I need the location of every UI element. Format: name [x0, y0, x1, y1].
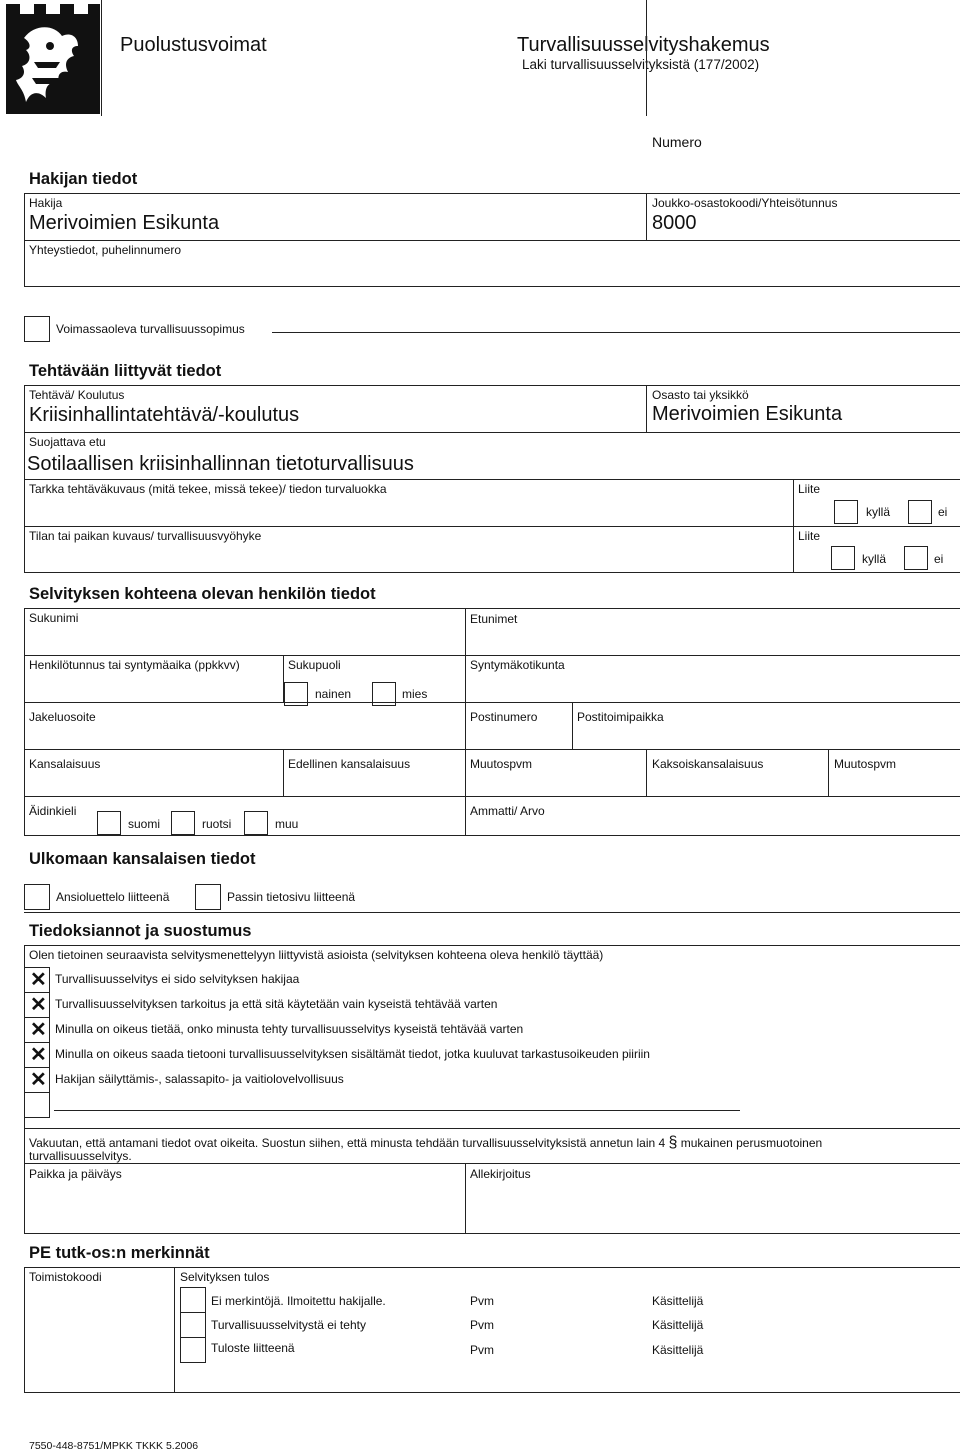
lion-emblem-icon: [4, 2, 102, 116]
task-value[interactable]: Kriisinhallintatehtävä/-koulutus: [29, 404, 300, 426]
cv-checkbox[interactable]: [24, 884, 50, 910]
section-sign-icon: §: [668, 1134, 678, 1151]
rule: [24, 193, 960, 194]
rule: [283, 749, 284, 796]
place-yes-checkbox[interactable]: [831, 546, 855, 570]
unit-label: Osasto tai yksikkö: [652, 388, 749, 402]
rule: [24, 1267, 960, 1268]
result-checkbox-1[interactable]: [180, 1287, 206, 1313]
form-subtitle: Laki turvallisuusselvityksistä (177/2002): [522, 57, 760, 72]
rule: [24, 749, 960, 750]
rule: [24, 608, 25, 836]
check-mark-icon: ✕: [30, 1044, 47, 1066]
surname-label: Sukunimi: [29, 611, 79, 625]
task-heading: Tehtävään liittyvät tiedot: [29, 362, 222, 380]
check-mark-icon: ✕: [30, 969, 47, 991]
footer-code: 7550-448-8751/MPKK TKKK 5.2006: [29, 1440, 199, 1452]
rule: [24, 1233, 960, 1234]
form-title: Turvallisuusselvityshakemus: [517, 34, 770, 56]
rule: [24, 608, 960, 609]
header-divider: [101, 0, 102, 116]
result-option-1: Ei merkintöjä. Ilmoitettu hakijalle.: [211, 1294, 386, 1308]
finnish-checkbox[interactable]: [97, 811, 121, 835]
rule: [24, 1163, 960, 1164]
rule: [646, 193, 647, 240]
handler-label-1: Käsittelijä: [652, 1294, 704, 1308]
mother-tongue-label: Äidinkieli: [29, 804, 77, 818]
pvm-label-1: Pvm: [470, 1294, 494, 1308]
consent-heading: Tiedoksiannot ja suostumus: [29, 922, 252, 940]
consent-item-4: Minulla on oikeus saada tietooni turvallisuusselvityksen sisältämät tiedot, jotka kuuluvat tarkastusoikeuden piiriin: [55, 1047, 650, 1061]
applicant-heading: Hakijan tiedot: [29, 170, 138, 188]
numero-label: Numero: [652, 134, 702, 150]
check-mark-icon: ✕: [30, 1069, 47, 1091]
rule: [24, 945, 960, 946]
rule: [174, 1267, 175, 1393]
consent-intro: Olen tietoinen seuraavista selvitysmenettelyyn liittyvistä asioista (selvityksen kohteena oleva henkilö täyttää): [29, 948, 604, 962]
rule: [24, 835, 960, 836]
post-office-label: Postitoimipaikka: [577, 710, 664, 724]
rule: [272, 332, 960, 333]
profession-label: Ammatti/ Arvo: [470, 804, 545, 818]
passport-checkbox[interactable]: [195, 884, 221, 910]
birth-municipality-label: Syntymäkotikunta: [470, 658, 565, 672]
declaration-text: Vakuutan, että antamani tiedot ovat oikeita. Suostun siihen, että minusta tehdään turvallisuusselvityksistä annetun lain 4: [29, 1136, 666, 1150]
ssn-label: Henkilötunnus tai syntymäaika (ppkkvv): [29, 658, 240, 672]
rule: [24, 479, 960, 480]
rule: [646, 385, 647, 432]
place-no-checkbox[interactable]: [904, 546, 928, 570]
task-label: Tehtävä/ Koulutus: [29, 388, 125, 402]
check-mark-icon: ✕: [30, 994, 47, 1016]
consent-other-line[interactable]: [54, 1110, 740, 1111]
result-checkbox-3[interactable]: [180, 1337, 206, 1363]
pvm-label-3: Pvm: [470, 1343, 494, 1357]
contract-label: Voimassaoleva turvallisuussopimus: [56, 322, 245, 336]
rule: [24, 912, 960, 913]
rule: [24, 1267, 25, 1393]
numero-divider: [646, 0, 647, 116]
contact-label: Yhteystiedot, puhelinnumero: [29, 243, 182, 257]
consent-item-3: Minulla on oikeus tietää, onko minusta tehty turvallisuusselvitys kyseistä tehtävää varten: [55, 1022, 524, 1036]
foreign-heading: Ulkomaan kansalaisen tiedot: [29, 850, 256, 868]
address-label: Jakeluosoite: [29, 710, 96, 724]
consent-item-5: Hakijan säilyttämis-, salassapito- ja vaitiolovelvollisuus: [55, 1072, 344, 1086]
consent-item-2: Turvallisuusselvityksen tarkoitus ja että sitä käytetään vain kyseistä tehtävää varten: [55, 997, 498, 1011]
rule: [24, 526, 960, 527]
rule: [24, 702, 960, 703]
result-checkbox-2[interactable]: [180, 1312, 206, 1338]
declaration-line-2: turvallisuusselvitys.: [29, 1149, 132, 1163]
declaration-text-b: mukainen perusmuotoinen: [680, 1136, 823, 1150]
rule: [24, 385, 960, 386]
consent-item-1: Turvallisuusselvitys ei sido selvityksen hakijaa: [55, 972, 300, 986]
rule: [465, 1163, 466, 1234]
desc-no-label: ei: [938, 505, 948, 519]
check-mark-icon: ✕: [30, 1019, 47, 1041]
result-option-2: Turvallisuusselvitystä ei tehty: [211, 1318, 366, 1332]
desc-no-checkbox[interactable]: [908, 500, 932, 524]
rule: [24, 1392, 960, 1393]
code-value[interactable]: 8000: [652, 212, 697, 234]
liite-label-2: Liite: [798, 529, 821, 543]
rule: [24, 240, 960, 241]
passport-label: Passin tietosivu liitteenä: [227, 890, 356, 904]
rule: [646, 749, 647, 796]
swedish-checkbox[interactable]: [171, 811, 195, 835]
gender-label: Sukupuoli: [288, 658, 341, 672]
rule: [828, 749, 829, 796]
dual-citizenship-label: Kaksoiskansalaisuus: [652, 757, 764, 771]
office-code-label: Toimistokoodi: [29, 1270, 102, 1284]
place-yes-label: kyllä: [862, 552, 887, 566]
change-date-label: Muutospvm: [470, 757, 533, 771]
rule: [24, 796, 960, 797]
place-label: Tilan tai paikan kuvaus/ turvallisuusvyöhyke: [29, 529, 262, 543]
declaration-line-1: [29, 1134, 822, 1152]
contract-checkbox[interactable]: [24, 316, 50, 342]
signature-label: Allekirjoitus: [470, 1167, 531, 1181]
rule: [24, 572, 960, 573]
desc-label: Tarkka tehtäväkuvaus (mitä tekee, missä tekee)/ tiedon turvaluokka: [29, 482, 387, 496]
male-label: mies: [402, 687, 428, 701]
firstnames-label: Etunimet: [470, 612, 518, 626]
desc-yes-label: kyllä: [866, 505, 891, 519]
desc-yes-checkbox[interactable]: [834, 500, 858, 524]
cv-label: Ansioluettelo liitteenä: [56, 890, 170, 904]
code-label: Joukko-osastokoodi/Yhteisötunnus: [652, 196, 838, 210]
rule: [24, 1128, 960, 1129]
pe-heading: PE tutk-os:n merkinnät: [29, 1244, 210, 1262]
pvm-label-2: Pvm: [470, 1318, 494, 1332]
handler-label-2: Käsittelijä: [652, 1318, 704, 1332]
rule: [24, 655, 960, 656]
result-label: Selvityksen tulos: [180, 1270, 270, 1284]
other-language-label: muu: [275, 817, 299, 831]
place-no-label: ei: [934, 552, 944, 566]
rule: [572, 702, 573, 749]
prev-citizenship-label: Edellinen kansalaisuus: [288, 757, 411, 771]
change-date2-label: Muutospvm: [834, 757, 897, 771]
swedish-label: ruotsi: [202, 817, 232, 831]
protected-label: Suojattava etu: [29, 435, 106, 449]
protected-value[interactable]: Sotilaallisen kriisinhallinnan tietoturvallisuus: [27, 453, 414, 475]
other-language-checkbox[interactable]: [244, 811, 268, 835]
result-option-3: Tuloste liitteenä: [211, 1341, 295, 1355]
postal-code-label: Postinumero: [470, 710, 538, 724]
person-heading: Selvityksen kohteena olevan henkilön tiedot: [29, 585, 376, 603]
consent-checkbox-6[interactable]: [24, 1092, 50, 1118]
handler-label-3: Käsittelijä: [652, 1343, 704, 1357]
female-label: nainen: [315, 687, 352, 701]
hakija-label: Hakija: [29, 196, 63, 210]
hakija-value[interactable]: Merivoimien Esikunta: [29, 212, 220, 234]
place-date-label: Paikka ja päiväys: [29, 1167, 122, 1181]
finnish-label: suomi: [128, 817, 161, 831]
rule: [24, 432, 960, 433]
unit-value[interactable]: Merivoimien Esikunta: [652, 403, 843, 425]
rule: [24, 286, 960, 287]
rule: [465, 608, 466, 836]
org-name: Puolustusvoimat: [120, 34, 267, 56]
liite-label-1: Liite: [798, 482, 821, 496]
citizenship-label: Kansalaisuus: [29, 757, 101, 771]
